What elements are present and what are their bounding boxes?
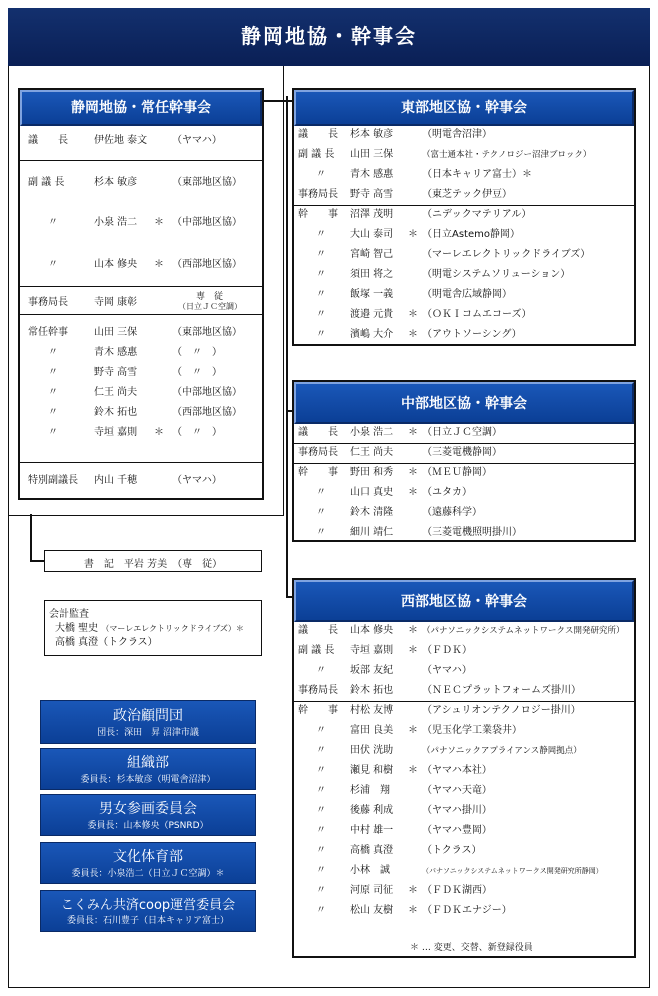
member-name: 富田 良美 bbox=[350, 725, 394, 736]
change-mark: ＊ bbox=[408, 625, 418, 636]
member-name: 渡邉 元貴 bbox=[350, 309, 394, 320]
member-org: （明電舎沼津） bbox=[422, 129, 492, 140]
west-committee-list bbox=[294, 620, 634, 920]
central-committee-header: 中部地区協・幹事会 bbox=[294, 382, 634, 424]
committee-culture-sports bbox=[40, 842, 256, 884]
page-title: 静岡地協・幹事会 bbox=[8, 8, 650, 66]
member-org: （西部地区協） bbox=[172, 259, 242, 270]
divider bbox=[294, 205, 634, 206]
member-name: 田伏 洸助 bbox=[350, 745, 394, 756]
standing-committee-list bbox=[20, 124, 264, 500]
member-name: 瀬見 和樹 bbox=[350, 765, 394, 776]
change-mark: ＊ bbox=[408, 329, 418, 340]
role-label: 〃 bbox=[316, 845, 326, 856]
role-label: 議 長 bbox=[28, 135, 68, 146]
change-mark: ＊ bbox=[408, 765, 418, 776]
member-name: 寺岡 康彰 bbox=[94, 297, 138, 308]
member-name: 青木 感惠 bbox=[94, 347, 138, 358]
member-org: （ヤマハ） bbox=[172, 475, 222, 486]
member-org: （ 〃 ） bbox=[172, 347, 222, 358]
member-name: 濱嶋 大介 bbox=[350, 329, 394, 340]
role-label: 〃 bbox=[316, 725, 326, 736]
member-org-detail: （日立ＪＣ空調） bbox=[178, 302, 242, 311]
member-org: （日立ＪＣ空調） bbox=[422, 427, 502, 438]
member-org: （アシュリオンテクノロジー掛川） bbox=[422, 705, 581, 716]
role-label: 〃 bbox=[316, 885, 326, 896]
member-name: 野寺 高雪 bbox=[94, 367, 138, 378]
member-name: 飯塚 一義 bbox=[350, 289, 394, 300]
member-org: （アウトソーシング） bbox=[422, 329, 522, 340]
member-name: 後藤 利成 bbox=[350, 805, 394, 816]
member-org: （ヤマハ） bbox=[172, 135, 222, 146]
change-mark: ＊ bbox=[408, 487, 418, 498]
role-label: 〃 bbox=[316, 805, 326, 816]
committee-political-advisors bbox=[40, 700, 256, 744]
committee-name: こくみん共済coop運営委員会 bbox=[60, 898, 236, 913]
member-org: （パナソニックアプライアンス静岡拠点） bbox=[422, 746, 582, 756]
committee-sub: 団長：深田 昇 沼津市議 bbox=[97, 728, 199, 738]
member-org: （日本キャリア富士）＊ bbox=[422, 169, 532, 180]
east-committee-header: 東部地区協・幹事会 bbox=[294, 90, 634, 126]
member-org: （明電システムソリューション） bbox=[422, 269, 571, 280]
audit-line1-org: （マーレエレクトリックドライブズ）＊ bbox=[101, 624, 244, 633]
central-committee-list bbox=[294, 422, 634, 540]
member-org: （西部地区協） bbox=[172, 407, 242, 418]
member-name: 大山 泰司 bbox=[350, 229, 394, 240]
role-label: 〃 bbox=[316, 905, 326, 916]
role-label: 幹 事 bbox=[298, 467, 338, 478]
member-name: 杉本 敏彦 bbox=[94, 177, 138, 188]
member-name: 仁王 尚夫 bbox=[350, 447, 394, 458]
member-name: 中村 雄一 bbox=[350, 825, 394, 836]
member-name: 杉本 敏彦 bbox=[350, 129, 394, 140]
member-name: 青木 感惠 bbox=[350, 169, 394, 180]
committee-name: 組織部 bbox=[127, 755, 169, 771]
committee-sub: 委員長：石川豊子（日本キャリア富士） bbox=[66, 916, 229, 926]
change-mark: ＊ bbox=[408, 309, 418, 320]
member-org: （東芝テック伊豆） bbox=[422, 189, 512, 200]
member-org: （富士通本社・テクノロジー沼津ブロック） bbox=[422, 150, 592, 160]
role-label: 〃 bbox=[316, 785, 326, 796]
role-label: 〃 bbox=[316, 229, 326, 240]
role-label: 〃 bbox=[316, 527, 326, 538]
member-name: 野寺 高雪 bbox=[350, 189, 394, 200]
role-label: 〃 bbox=[316, 507, 326, 518]
member-org: （ヤマハ本社） bbox=[422, 765, 492, 776]
role-label: 副 議 長 bbox=[298, 645, 335, 656]
member-name: 山本 修央 bbox=[350, 625, 394, 636]
member-org: （ＦＤＫエナジー） bbox=[422, 905, 512, 916]
change-mark: ＊ bbox=[154, 427, 164, 438]
committee-organization bbox=[40, 748, 256, 790]
change-mark: ＊ bbox=[408, 467, 418, 478]
role-label: 副 議 長 bbox=[28, 177, 65, 188]
committee-name: 文化体育部 bbox=[113, 849, 183, 865]
role-label: 〃 bbox=[316, 169, 326, 180]
divider bbox=[294, 701, 634, 702]
member-name: 小泉 浩二 bbox=[350, 427, 394, 438]
member-name: 小泉 浩二 bbox=[94, 217, 138, 228]
member-org: （ヤマハ天竜） bbox=[422, 785, 492, 796]
member-org: （ヤマハ豊岡） bbox=[422, 825, 492, 836]
role-label: 〃 bbox=[316, 825, 326, 836]
role-label: 事務局長 bbox=[298, 189, 338, 200]
member-org: （ＦＤＫ） bbox=[422, 645, 472, 656]
divider bbox=[20, 462, 264, 463]
member-name: 山口 真史 bbox=[350, 487, 394, 498]
member-org: （遠藤科学） bbox=[422, 507, 482, 518]
audit-label: 会計監査 bbox=[49, 609, 89, 620]
committee-gender-equality bbox=[40, 794, 256, 836]
role-label: 事務局長 bbox=[298, 685, 338, 696]
member-name: 宮崎 智己 bbox=[350, 249, 394, 260]
role-label: 〃 bbox=[316, 269, 326, 280]
member-org: （中部地区協） bbox=[172, 217, 242, 228]
member-org: （中部地区協） bbox=[172, 387, 242, 398]
role-label: 〃 bbox=[48, 367, 58, 378]
role-label: 議 長 bbox=[298, 129, 338, 140]
role-label: 〃 bbox=[316, 249, 326, 260]
change-mark: ＊ bbox=[408, 905, 418, 916]
member-org: （ヤマハ） bbox=[422, 665, 472, 676]
member-name: 高橋 真澄 bbox=[350, 845, 394, 856]
member-name: 山田 三保 bbox=[94, 327, 138, 338]
member-org: （東部地区協） bbox=[172, 327, 242, 338]
connector-vertical bbox=[286, 96, 288, 596]
committee-sub: 委員長：小泉浩二（日立ＪＣ空調）＊ bbox=[71, 869, 225, 879]
member-name: 伊佐地 泰文 bbox=[94, 135, 148, 146]
member-org: （トクラス） bbox=[422, 845, 482, 856]
committee-sub: 委員長：山本修央（PSNRD） bbox=[87, 821, 209, 831]
role-label: 〃 bbox=[48, 387, 58, 398]
member-name: 鈴木 清隆 bbox=[350, 507, 394, 518]
committee-sub: 委員長：杉本敏彦（明電舎沼津） bbox=[80, 775, 216, 785]
member-name: 松山 友樹 bbox=[350, 905, 394, 916]
role-label: 〃 bbox=[316, 865, 326, 876]
role-label: 〃 bbox=[48, 217, 58, 228]
member-org: （ 〃 ） bbox=[172, 367, 222, 378]
role-label: 常任幹事 bbox=[28, 327, 68, 338]
role-label: 議 長 bbox=[298, 427, 338, 438]
role-label: 〃 bbox=[316, 289, 326, 300]
role-label: 特別副議長 bbox=[28, 475, 78, 486]
member-org: （ＦＤＫ湖西） bbox=[422, 885, 492, 896]
divider bbox=[20, 286, 264, 287]
role-label: 〃 bbox=[316, 329, 326, 340]
member-name: 須田 将之 bbox=[350, 269, 394, 280]
role-label: 幹 事 bbox=[298, 705, 338, 716]
role-label: 副 議 長 bbox=[298, 149, 335, 160]
member-name: 鈴木 拓也 bbox=[350, 685, 394, 696]
audit-line2: 高橋 真澄（トクラス） bbox=[55, 637, 158, 648]
member-org: （ＯＫＩコムエコーズ） bbox=[422, 309, 532, 320]
audit-line1-name: 大橋 聖史 bbox=[55, 623, 99, 634]
change-mark: ＊ bbox=[408, 885, 418, 896]
connector-to-east bbox=[264, 100, 292, 102]
role-label: 〃 bbox=[48, 427, 58, 438]
west-footnote: ＊ … 変更、交替、新登録役員 bbox=[410, 943, 533, 953]
committee-name: 男女参画委員会 bbox=[99, 801, 197, 817]
change-mark: ＊ bbox=[408, 229, 418, 240]
member-name: 寺垣 嘉則 bbox=[350, 645, 394, 656]
audit-line1 bbox=[55, 619, 244, 634]
divider bbox=[294, 443, 634, 444]
member-org: （三菱電機静岡） bbox=[422, 447, 502, 458]
role-label: 〃 bbox=[48, 347, 58, 358]
role-label: 〃 bbox=[316, 665, 326, 676]
member-org: （パナソニックシステムネットワークス開発研究所静岡） bbox=[422, 867, 603, 875]
role-label: 〃 bbox=[48, 407, 58, 418]
divider bbox=[20, 160, 264, 161]
member-name: 山本 修央 bbox=[94, 259, 138, 270]
member-org: （ＭＥＵ静岡） bbox=[422, 467, 492, 478]
member-org: （三菱電機照明掛川） bbox=[422, 527, 522, 538]
member-name: 野田 和秀 bbox=[350, 467, 394, 478]
member-name: 杉浦 翔 bbox=[350, 785, 390, 796]
role-label: 〃 bbox=[316, 765, 326, 776]
member-org: （ヤマハ掛川） bbox=[422, 805, 492, 816]
member-name: 坂部 友紀 bbox=[350, 665, 394, 676]
role-label: 〃 bbox=[316, 487, 326, 498]
change-mark: ＊ bbox=[408, 645, 418, 656]
divider bbox=[294, 463, 634, 464]
member-name: 河原 司征 bbox=[350, 885, 394, 896]
change-mark: ＊ bbox=[408, 725, 418, 736]
audit-box bbox=[44, 600, 262, 656]
member-org: （パナソニックシステムネットワークス開発研究所） bbox=[422, 626, 625, 636]
role-label: 幹 事 bbox=[298, 209, 338, 220]
member-name: 細川 靖仁 bbox=[350, 527, 394, 538]
committee-name: 政治顧問団 bbox=[113, 708, 183, 724]
member-name: 寺垣 嘉則 bbox=[94, 427, 138, 438]
member-name: 山田 三保 bbox=[350, 149, 394, 160]
member-org: 専 従 bbox=[196, 292, 224, 302]
member-org: （日立Astemo静岡） bbox=[422, 229, 520, 240]
member-org: （ユタカ） bbox=[422, 487, 472, 498]
member-org: （ニデックマテリアル） bbox=[422, 209, 532, 220]
change-mark: ＊ bbox=[408, 427, 418, 438]
member-org: （マーレエレクトリックドライブズ） bbox=[422, 249, 591, 260]
connector-secretary-h bbox=[30, 560, 44, 562]
member-name: 鈴木 拓也 bbox=[94, 407, 138, 418]
member-name: 内山 千穂 bbox=[94, 475, 138, 486]
role-label: 〃 bbox=[316, 745, 326, 756]
change-mark: ＊ bbox=[154, 259, 164, 270]
member-name: 小林 誠 bbox=[350, 865, 390, 876]
committee-kokumin-kyosai bbox=[40, 890, 256, 932]
east-committee-list bbox=[294, 124, 634, 344]
role-label: 事務局長 bbox=[28, 297, 68, 308]
change-mark: ＊ bbox=[154, 217, 164, 228]
member-org: （ 〃 ） bbox=[172, 427, 222, 438]
member-org: （東部地区協） bbox=[172, 177, 242, 188]
member-name: 仁王 尚夫 bbox=[94, 387, 138, 398]
standing-committee-header: 静岡地協・常任幹事会 bbox=[20, 90, 262, 126]
role-label: 議 長 bbox=[298, 625, 338, 636]
connector-secretary-v bbox=[30, 514, 32, 562]
member-org: （ＮＥＣプラットフォームズ掛川） bbox=[422, 685, 581, 696]
member-org: （明電舎広域静岡） bbox=[422, 289, 512, 300]
member-org: （児玉化学工業袋井） bbox=[422, 725, 522, 736]
member-name: 村松 友博 bbox=[350, 705, 394, 716]
member-name: 沼澤 茂明 bbox=[350, 209, 394, 220]
role-label: 〃 bbox=[48, 259, 58, 270]
role-label: 〃 bbox=[316, 309, 326, 320]
role-label: 事務局長 bbox=[298, 447, 338, 458]
secretary-text: 書 記 平岩 芳美 （専 従） bbox=[83, 559, 223, 570]
divider bbox=[20, 314, 264, 315]
secretary-box bbox=[44, 550, 262, 572]
west-committee-header: 西部地区協・幹事会 bbox=[294, 580, 634, 622]
